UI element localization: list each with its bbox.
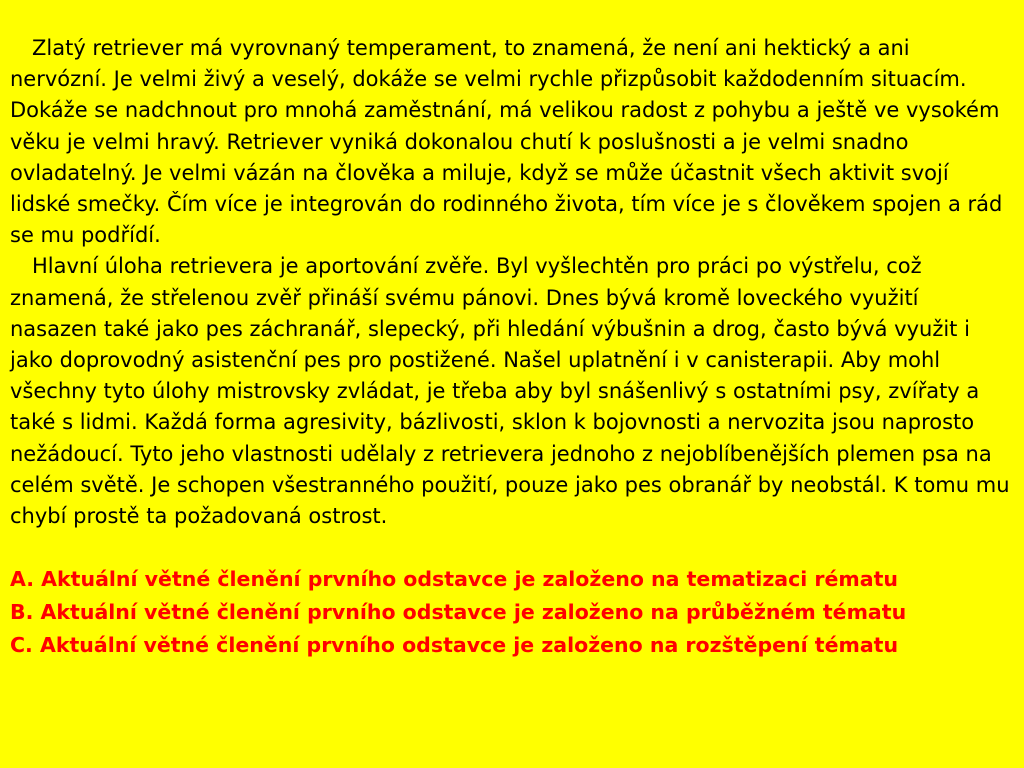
paragraph-main-role: Hlavní úloha retrievera je aportování zvěře. Byl vyšlechtěn pro práci po výstřelu, což znamená, že střelenou zvěř přináší svému pánovi. Dnes bývá kromě loveckého využití nasazen také jako pes záchranář, slepecký, při hledání výbušnin a drog, často bývá využit i jako doprovodný asistenční pes pro postižené. Našel uplatnění i v canisterapii. Aby mohl všechny tyto úlohy mistrovsky zvládat, je třeba aby byl snášenlivý s ostatními psy, zvířaty a také s lidmi. Každá forma agresivity, bázlivosti, sklon k bojovnosti a nervozita jsou naprosto nežádoucí. Tyto jeho vlastnosti udělaly z retrievera jednoho z nejoblíbenějších plemen psa na celém světě. Je schopen všestranného použití, pouze jako pes obranář by neobstál. K tomu mu chybí prostě ta požadovaná ostrost. — [10, 254, 1010, 529]
option-c: C. Aktuální větné členění prvního odstavce je založeno na rozštěpení tématu — [10, 633, 899, 658]
answer-options — [10, 563, 1010, 662]
paragraph-temperament: Zlatý retriever má vyrovnaný temperament, to znamená, že není ani hektický a ani nervózní. Je velmi živý a veselý, dokáže se velmi rychle přizpůsobit každodenním situacím. Dokáže se nadchnout pro mnohá zaměstnání, má velikou radost z pohybu a ještě ve vysokém věku je velmi hravý. Retriever vyniká dokonalou chutí k poslušnosti a je velmi snadno ovladatelný. Je velmi vázán na člověka a miluje, když se může účastnit všech aktivit svojí lidské smečky. Čím více je integrován do rodinného života, tím více je s člověkem spojen a rád se mu podřídí. — [10, 36, 1003, 248]
spacer — [10, 532, 1010, 563]
option-b: B. Aktuální větné členění prvního odstavce je založeno na průběžném tématu — [10, 600, 907, 625]
option-a: A. Aktuální větné členění prvního odstavce je založeno na tematizaci rématu — [10, 567, 899, 592]
